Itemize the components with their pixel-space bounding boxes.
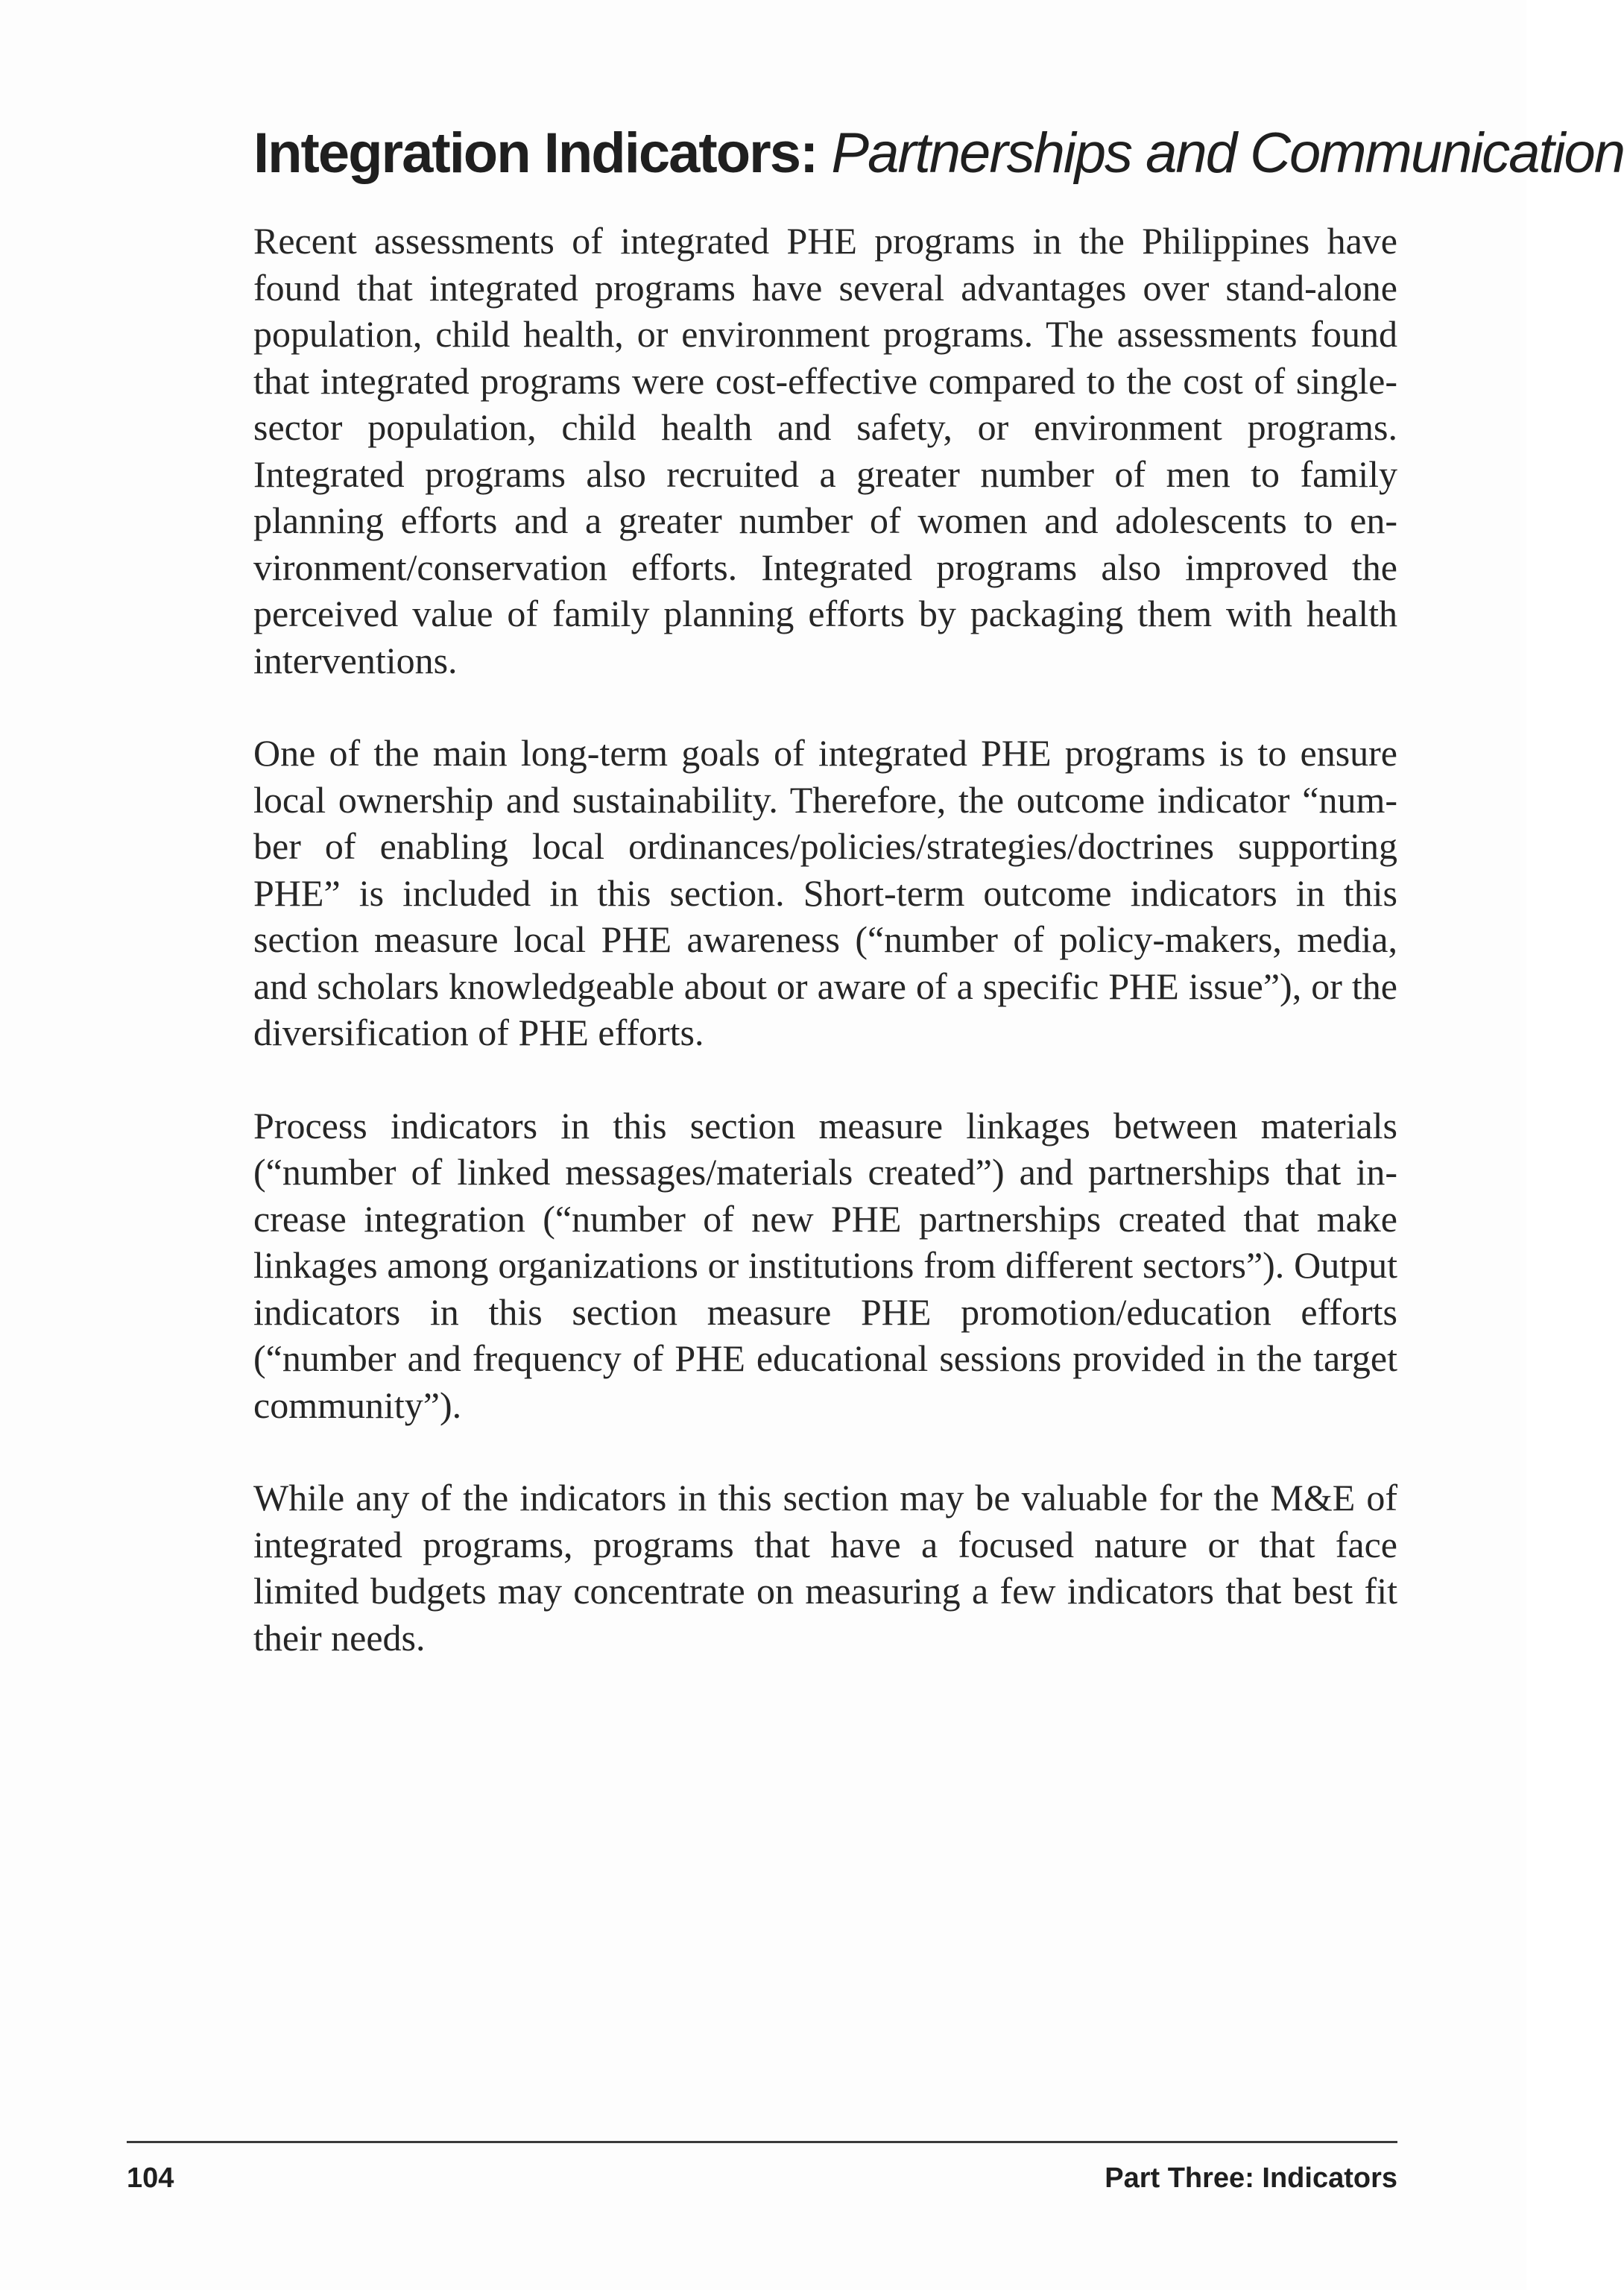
- main-content: [253, 119, 1624, 1707]
- title-bold-part: Integration Indicators:: [253, 122, 818, 185]
- footer-section-title: Part Three: Indicators: [1105, 2163, 1397, 2194]
- page-title: [253, 119, 1624, 188]
- title-italic-part: Partnerships and Communication: [831, 122, 1624, 185]
- paragraph-1: Recent assessments of integrated PHE programs in the Philippines have found that integrated programs have several advantages over stand-alone population, child health, or environment programs. The assessments found that integrated programs were cost-effective compared to the cost of single-sector population, child health and safety, or environment programs. Integrated programs also recruited a greater number of men to family planning efforts and a greater number of women and adolescents to environment/conservation efforts. Integrated programs also improved the perceived value of family planning efforts by packaging them with health interventions.: [253, 220, 1397, 681]
- paragraph-3: Process indicators in this section measure linkages between materials (“number of linked messages/materials created”) and partnerships that increase integration (“number of new PHE partnerships created that make linkages among organizations or institutions from different sectors”). Output indicators in this section measure PHE promotion/education efforts (“number and frequency of PHE educational sessions provided in the target community”).: [253, 1104, 1397, 1426]
- page-number: 104: [127, 2163, 174, 2194]
- page-footer: [127, 2141, 1397, 2194]
- paragraph-4: While any of the indicators in this section may be valuable for the M&E of integrated programs, programs that have a focused nature or that face limited budgets may concentrate on measuring a few indicators that best fit their needs.: [253, 1477, 1397, 1659]
- paragraph-2: One of the main long-term goals of integrated PHE programs is to ensure local ownership and sustainability. Therefore, the outcome indicator “number of enabling local ordinances/policies/strategies/doctrines supporting PHE” is included in this section. Short-term outcome indicators in this section measure local PHE awareness (“number of policy-makers, media, and scholars knowledgeable about or aware of a specific PHE issue”), or the diversification of PHE efforts.: [253, 732, 1397, 1053]
